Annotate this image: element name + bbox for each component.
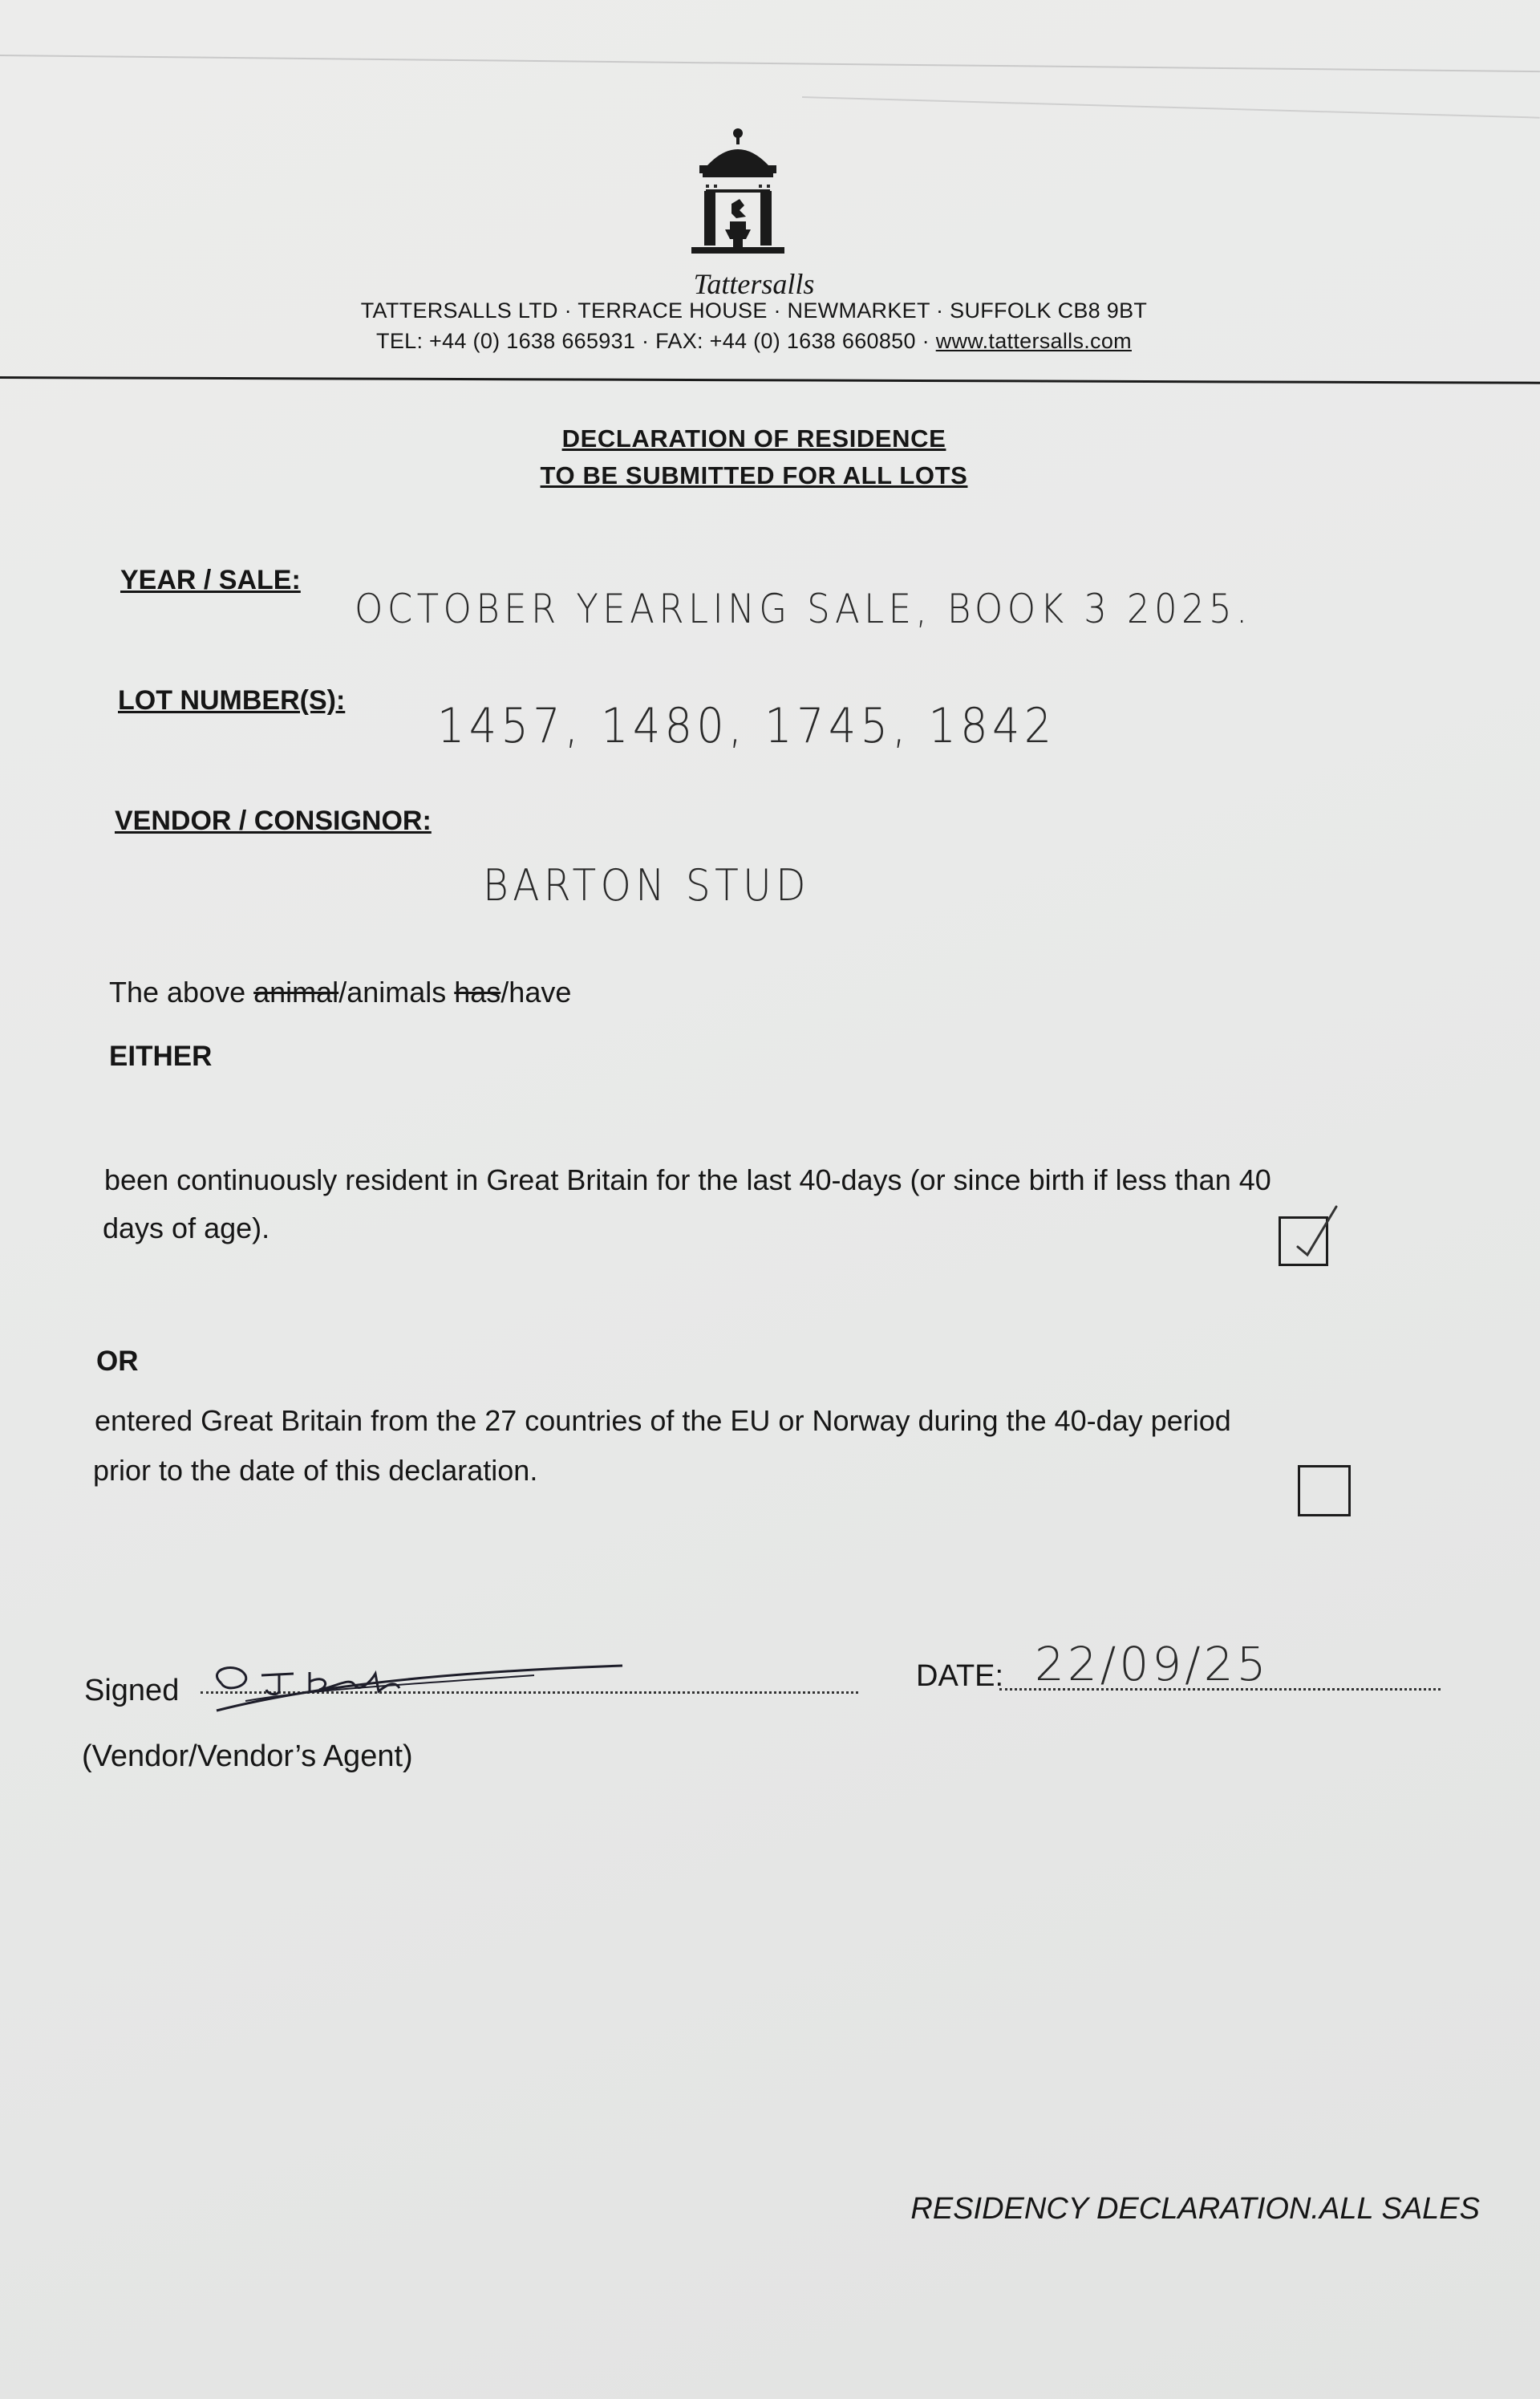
handwritten-signature[interactable] [189,1637,638,1717]
form-footer-reference: RESIDENCY DECLARATION.ALL SALES [910,2192,1480,2226]
paper-fold-line [0,55,1540,72]
paper-fold-line [802,96,1540,119]
option-or-checkbox[interactable] [1298,1465,1351,1516]
document-title [0,420,1508,494]
website-link[interactable]: www.tattersalls.com [935,329,1132,353]
signed-label: Signed [84,1674,180,1707]
animals-statement [109,969,571,1016]
title-line-1: DECLARATION OF RESIDENCE [561,424,946,453]
struck-word: animal [253,976,339,1009]
statement-text: /animals [338,976,455,1009]
date-value[interactable]: 22/09/25 [1035,1637,1270,1691]
company-contact [0,329,1508,354]
option-either-line-2: days of age). [103,1212,270,1244]
vendor-consignor-value[interactable]: BARTON STUD [483,860,810,911]
statement-text: /have [500,976,572,1009]
title-line-2: TO BE SUBMITTED FOR ALL LOTS [540,461,968,489]
year-sale-label: YEAR / SALE: [120,565,301,595]
contact-phone-fax: TEL: +44 (0) 1638 665931 · FAX: +44 (0) 1638 660850 · [376,329,936,353]
signer-role: (Vendor/Vendor’s Agent) [82,1739,413,1773]
tattersalls-cupola-logo [690,127,786,263]
header-rule [0,376,1540,384]
option-or-line-1: entered Great Britain from the 27 countries of the EU or Norway during the 40-day period [95,1404,1231,1437]
or-heading: OR [96,1346,139,1377]
option-or-line-2: prior to the date of this declaration. [93,1454,538,1487]
lot-numbers-value[interactable]: 1457, 1480, 1745, 1842 [437,698,1056,754]
date-label: DATE: [916,1659,1004,1693]
either-heading: EITHER [109,1041,213,1072]
lot-numbers-label: LOT NUMBER(S): [118,685,346,716]
year-sale-value[interactable]: OCTOBER YEARLING SALE, BOOK 3 2025. [355,586,1252,632]
vendor-consignor-label: VENDOR / CONSIGNOR: [115,806,432,836]
brand-name: Tattersalls [693,268,815,300]
statement-text: The above [109,976,254,1009]
checkmark-icon [1280,1200,1352,1264]
company-address: TATTERSALLS LTD · TERRACE HOUSE · NEWMARKET · SUFFOLK CB8 9BT [360,298,1148,323]
option-either-line-1: been continuously resident in Great Britain for the last 40-days (or since birth if less than 40 [104,1163,1271,1196]
struck-word: has [454,976,501,1009]
